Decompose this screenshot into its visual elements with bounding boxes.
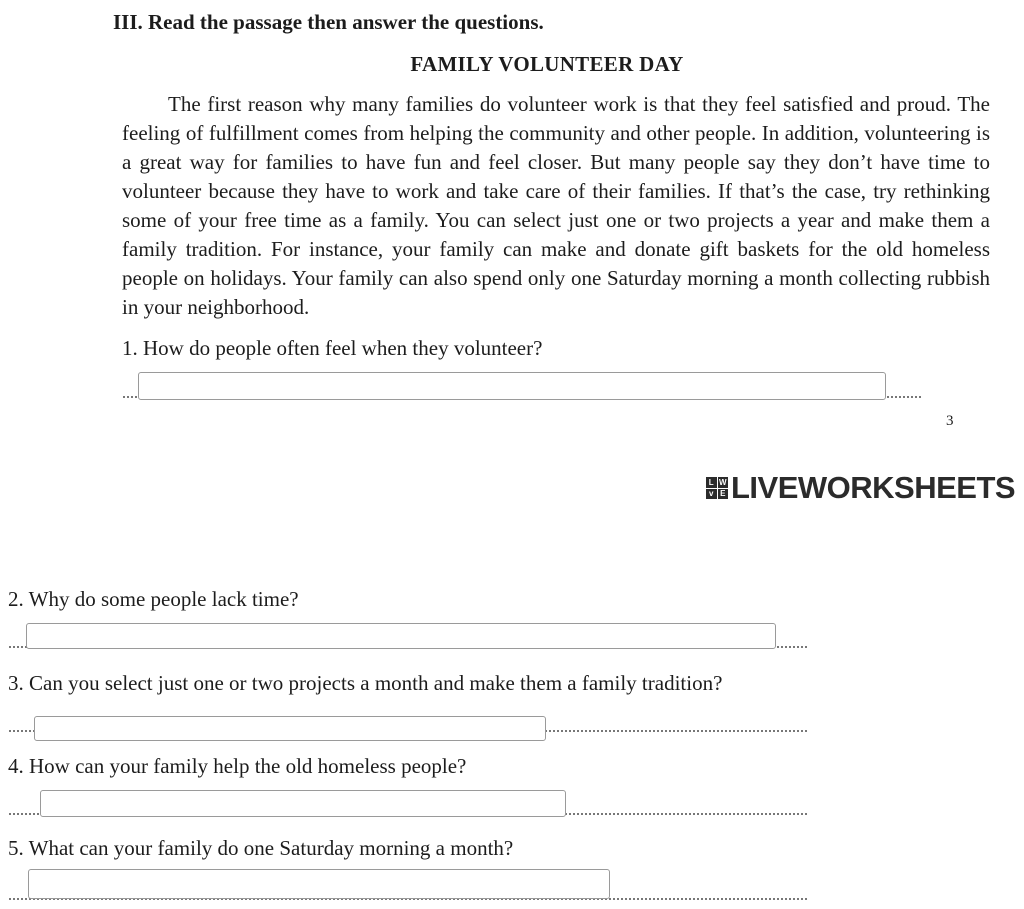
- answer-input-2[interactable]: [26, 623, 776, 649]
- answer-input-1[interactable]: [138, 372, 886, 400]
- question-text: How do people often feel when they volunteer?: [143, 336, 543, 360]
- passage-text: The first reason why many families do volunteer work is that they feel satisfied and proud. The feeling of fulfillment comes from helping the community and other people. In addition, volunteering is a great way for families to have fun and feel closer. But many people say they don’t have time to volunteer because they have to work and take care of their families. If that’s the case, try rethinking some of your free time as a family. You can select just one or two projects a year and make them a family tradition. For instance, your family can make and donate gift baskets for the old homeless people on holidays. Your family can also spend only one Saturday morning a month collecting rubbish in your neighborhood.: [122, 92, 990, 319]
- question-number: 5.: [8, 836, 24, 860]
- reading-passage: [122, 90, 990, 322]
- answer-input-4[interactable]: [40, 790, 566, 817]
- logo-text: LIVEWORKSHEETS: [731, 470, 1016, 505]
- liveworksheets-logo: [706, 470, 1015, 506]
- question-number: 4.: [8, 754, 24, 778]
- question-text: Can you select just one or two projects a month and make them a family tradition?: [29, 671, 723, 695]
- question-2: [8, 587, 299, 612]
- liveworksheets-logo-icon: L W v E: [706, 477, 728, 499]
- question-1: [122, 336, 542, 361]
- passage-title: FAMILY VOLUNTEER DAY: [410, 52, 684, 76]
- answer-input-5[interactable]: [28, 869, 610, 899]
- question-4: [8, 754, 466, 779]
- question-text: How can your family help the old homeless people?: [29, 754, 467, 778]
- question-number: 2.: [8, 587, 24, 611]
- question-number: 3.: [8, 671, 24, 695]
- question-5: [8, 836, 513, 861]
- section-heading: III. Read the passage then answer the questions.: [113, 10, 544, 34]
- question-text: Why do some people lack time?: [28, 587, 299, 611]
- question-text: What can your family do one Saturday morning a month?: [28, 836, 514, 860]
- page-number: 3: [946, 413, 954, 429]
- answer-input-3[interactable]: [34, 716, 546, 741]
- question-number: 1.: [122, 336, 138, 360]
- question-3: [8, 671, 722, 696]
